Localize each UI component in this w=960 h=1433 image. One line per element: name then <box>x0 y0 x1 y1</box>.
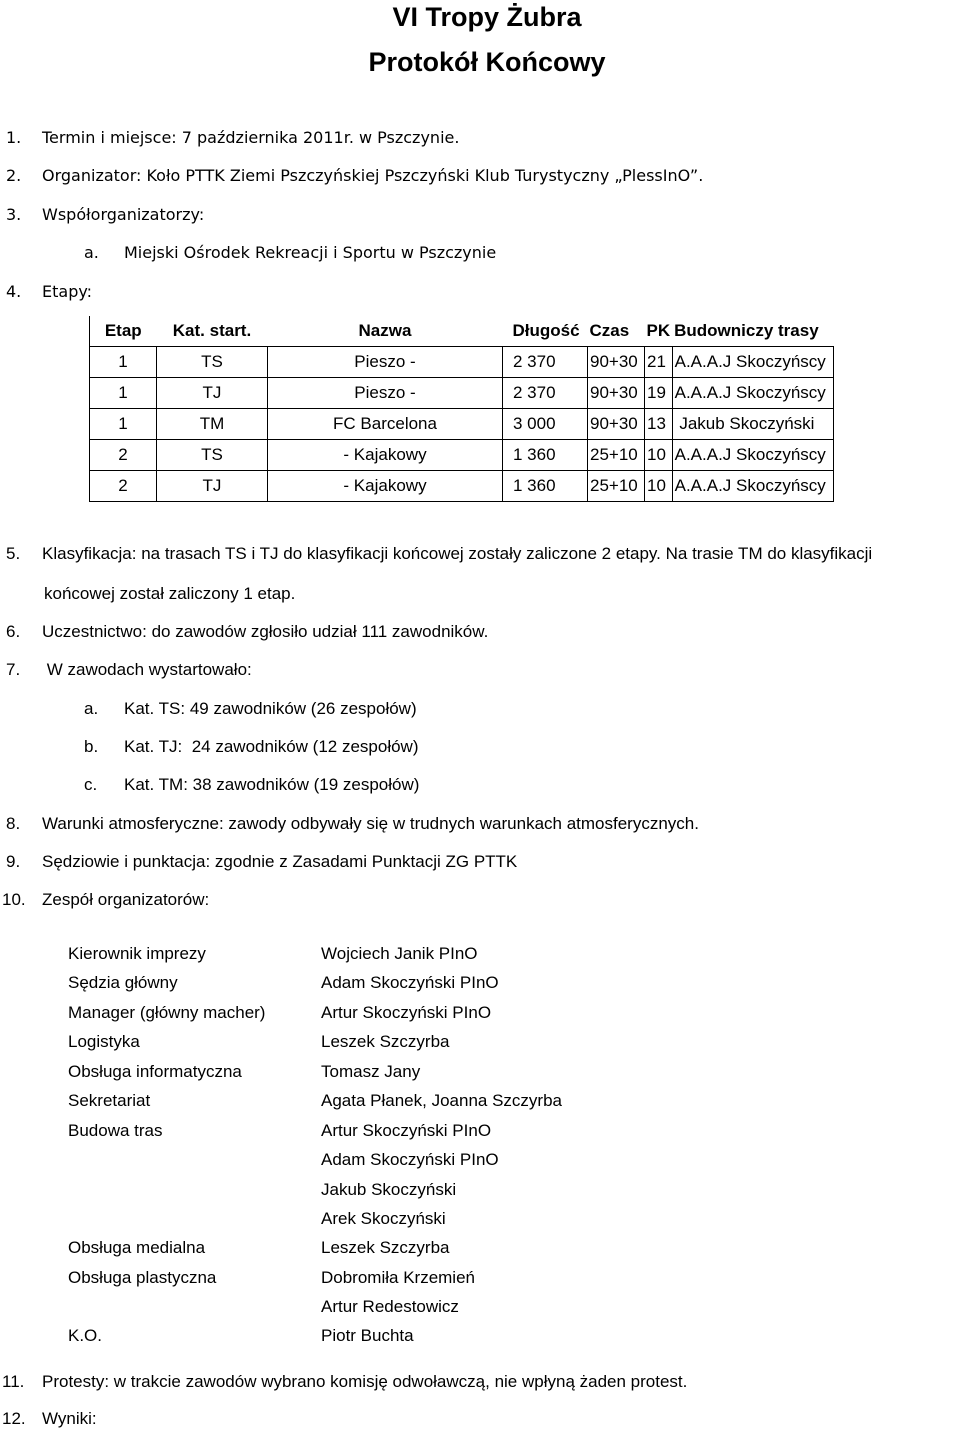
cell-czas: 25+10 <box>588 471 645 502</box>
staff-role: K.O. <box>68 1326 103 1345</box>
item-number: 4. <box>6 282 22 301</box>
staff-person: Artur Redestowicz <box>321 1297 459 1316</box>
staff-role: Manager (główny macher) <box>68 1003 266 1022</box>
item-text: końcowej został zaliczony 1 etap. <box>44 584 296 603</box>
staff-person: Dobromiła Krzemień <box>321 1268 475 1287</box>
staff-person: Adam Skoczyński PInO <box>321 973 499 992</box>
sub-item-letter: c. <box>84 775 98 794</box>
item-number: 1. <box>6 128 22 147</box>
table-row <box>90 440 834 471</box>
item-number: 7. <box>6 660 21 679</box>
cell-czas: 25+10 <box>588 440 645 471</box>
cell-etap: 2 <box>90 440 157 471</box>
cell-pk: 19 <box>645 378 673 409</box>
staff-role: Kierownik imprezy <box>68 944 206 963</box>
stages-table <box>89 316 834 502</box>
cell-budowniczy: A.A.A.J Skoczyńscy <box>672 440 833 471</box>
document-subtitle: Protokół Końcowy <box>368 47 606 77</box>
staff-person: Arek Skoczyński <box>321 1209 446 1228</box>
staff-person: Artur Skoczyński PInO <box>321 1003 492 1022</box>
item-number: 9. <box>6 852 21 871</box>
staff-person: Adam Skoczyński PInO <box>321 1150 499 1169</box>
item-number: 11. <box>2 1372 25 1391</box>
sub-item-letter: a. <box>84 699 99 718</box>
item-number: 5. <box>6 544 21 563</box>
item-text: W zawodach wystartowało: <box>42 660 252 679</box>
item-text: Organizator: Koło PTTK Ziemi Pszczyńskiej Pszczyński Klub Turystyczny „PlessInO”. <box>42 166 704 185</box>
item-text: Warunki atmosferyczne: zawody odbywały się w trudnych warunkach atmosferycznych. <box>42 814 699 833</box>
cell-dlugosc: 2 370 <box>503 378 588 409</box>
header-etap: Etap <box>90 316 157 347</box>
cell-budowniczy: Jakub Skoczyński <box>672 409 833 440</box>
cell-dlugosc: 2 370 <box>503 347 588 378</box>
sub-item-letter: b. <box>84 737 99 756</box>
staff-role: Obsługa medialna <box>68 1238 206 1257</box>
staff-person: Agata Płanek, Joanna Szczyrba <box>321 1091 562 1110</box>
item-number: 3. <box>6 205 22 224</box>
item-number: 2. <box>6 166 22 185</box>
cell-budowniczy: A.A.A.J Skoczyńscy <box>672 378 833 409</box>
cell-pk: 13 <box>645 409 673 440</box>
header-czas: Czas <box>588 316 645 347</box>
item-text: Termin i miejsce: 7 października 2011r. w Pszczynie. <box>42 128 460 147</box>
staff-role: Sekretariat <box>68 1091 151 1110</box>
staff-role: Logistyka <box>68 1032 140 1051</box>
cell-czas: 90+30 <box>588 409 645 440</box>
item-text: Wyniki: <box>42 1409 97 1428</box>
cell-nazwa: FC Barcelona <box>268 409 503 440</box>
staff-person: Jakub Skoczyński <box>321 1180 457 1199</box>
header-nazwa: Nazwa <box>268 316 503 347</box>
cell-nazwa: - Kajakowy <box>268 440 503 471</box>
cell-etap: 1 <box>90 409 157 440</box>
cell-budowniczy: A.A.A.J Skoczyńscy <box>672 347 833 378</box>
header-dlugosc: Długość <box>503 316 588 347</box>
item-number: 6. <box>6 622 21 641</box>
item-number: 8. <box>6 814 21 833</box>
document-title: VI Tropy Żubra <box>392 2 582 32</box>
sub-item-text: Kat. TJ: 24 zawodników (12 zespołów) <box>124 737 419 756</box>
cell-pk: 10 <box>645 440 673 471</box>
cell-nazwa: Pieszo - <box>268 378 503 409</box>
cell-etap: 1 <box>90 347 157 378</box>
header-kat-start: Kat. start. <box>157 316 268 347</box>
cell-dlugosc: 1 360 <box>503 440 588 471</box>
cell-kat: TJ <box>157 378 268 409</box>
item-text: Uczestnictwo: do zawodów zgłosiło udział 111 zawodników. <box>42 622 489 641</box>
cell-pk: 21 <box>645 347 673 378</box>
table-row <box>90 471 834 502</box>
table-header-row <box>90 316 834 347</box>
item-text: Etapy: <box>42 282 93 301</box>
cell-nazwa: Pieszo - <box>268 347 503 378</box>
staff-person: Wojciech Janik PInO <box>321 944 478 963</box>
cell-pk: 10 <box>645 471 673 502</box>
cell-budowniczy: A.A.A.J Skoczyńscy <box>672 471 833 502</box>
staff-role: Sędzia główny <box>68 973 178 992</box>
item-number: 10. <box>2 890 26 909</box>
cell-kat: TS <box>157 347 268 378</box>
item-text: Protesty: w trakcie zawodów wybrano komisję odwoławczą, nie wpłyną żaden protest. <box>42 1372 688 1391</box>
sub-item-text: Kat. TM: 38 zawodników (19 zespołów) <box>124 775 420 794</box>
header-pk: PK <box>645 316 673 347</box>
sub-item-text: Kat. TS: 49 zawodników (26 zespołów) <box>124 699 417 718</box>
staff-person: Piotr Buchta <box>321 1326 414 1345</box>
item-text: Zespół organizatorów: <box>42 890 210 909</box>
table-row <box>90 347 834 378</box>
cell-etap: 2 <box>90 471 157 502</box>
table-row <box>90 409 834 440</box>
staff-person: Leszek Szczyrba <box>321 1032 450 1051</box>
cell-kat: TS <box>157 440 268 471</box>
item-text: Klasyfikacja: na trasach TS i TJ do klasyfikacji końcowej zostały zaliczone 2 etapy. Na trasie TM do klasyfikacji <box>42 544 873 563</box>
staff-role: Obsługa informatyczna <box>68 1062 242 1081</box>
staff-role: Obsługa plastyczna <box>68 1268 217 1287</box>
cell-czas: 90+30 <box>588 378 645 409</box>
sub-item-text: Miejski Ośrodek Rekreacji i Sportu w Pszczynie <box>124 243 497 262</box>
staff-role: Budowa tras <box>68 1121 163 1140</box>
item-text: Sędziowie i punktacja: zgodnie z Zasadami Punktacji ZG PTTK <box>42 852 518 871</box>
cell-nazwa: - Kajakowy <box>268 471 503 502</box>
item-number: 12. <box>2 1409 26 1428</box>
cell-kat: TM <box>157 409 268 440</box>
cell-czas: 90+30 <box>588 347 645 378</box>
table-row <box>90 378 834 409</box>
cell-dlugosc: 3 000 <box>503 409 588 440</box>
sub-item-letter: a. <box>84 243 99 262</box>
cell-etap: 1 <box>90 378 157 409</box>
cell-kat: TJ <box>157 471 268 502</box>
cell-dlugosc: 1 360 <box>503 471 588 502</box>
staff-person: Artur Skoczyński PInO <box>321 1121 492 1140</box>
staff-person: Leszek Szczyrba <box>321 1238 450 1257</box>
staff-person: Tomasz Jany <box>321 1062 421 1081</box>
item-text: Współorganizatorzy: <box>42 205 205 224</box>
header-budowniczy: Budowniczy trasy <box>672 316 833 347</box>
